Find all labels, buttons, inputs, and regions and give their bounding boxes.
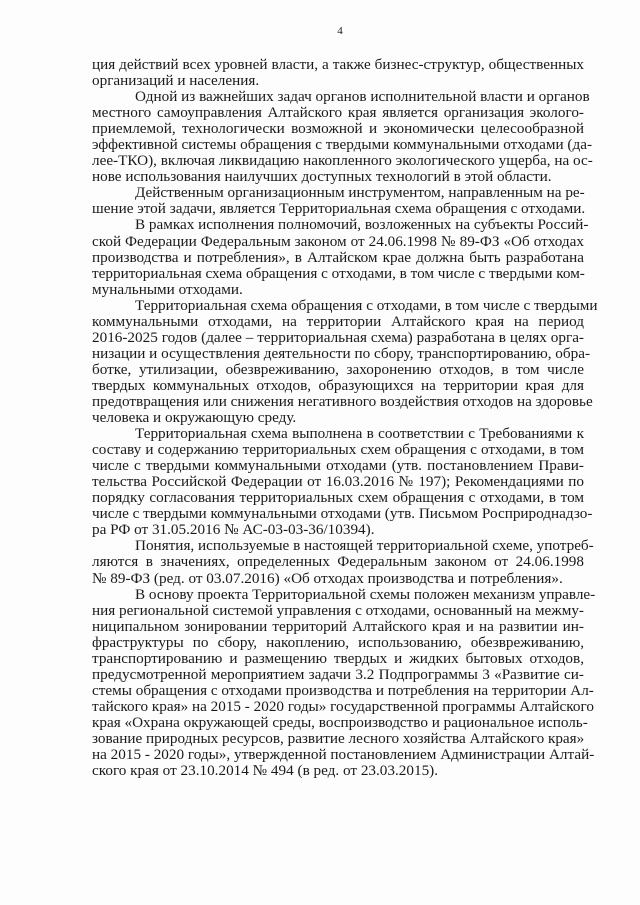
text-line: Одной из важнейших задач органов исполнительной власти и органов	[135, 88, 590, 106]
text-line: транспортированию и размещению твердых и жидких бытовых отходов,	[92, 649, 584, 667]
text-line: ния региональной системой управления с отходами, основанный на межму-	[92, 601, 584, 619]
text-line: фраструктуры по сбору, накоплению, использованию, обезвреживанию,	[92, 633, 584, 651]
page-number: 4	[337, 25, 343, 37]
text-line: ского края от 23.10.2014 № 494 (в ред. от 23.03.2015).	[92, 762, 439, 780]
text-line: стемы обращения с отходами производства и потребления на территории Ал-	[92, 681, 594, 699]
text-line: низации и осуществления деятельности по сбору, транспортированию, обра-	[92, 344, 591, 362]
text-line: Территориальная схема выполнена в соответствии с Требованиями к	[135, 425, 584, 443]
text-line: тайского края» на 2015 - 2020 годы» государственной программы Алтайского	[92, 697, 594, 715]
text-line: ляются в значениях, определенных Федеральным законом от 24.06.1998	[92, 553, 584, 571]
text-line: эффективной системы обращения с твердыми коммунальными отходами (да-	[92, 136, 592, 154]
text-line: 2016-2025 годов (далее – территориальная схема) разработана в целях орга-	[92, 328, 584, 346]
text-line: Понятия, используемые в настоящей территориальной схеме, употреб-	[135, 537, 594, 555]
text-line: ра РФ от 31.05.2016 № АС-03-03-36/10394).	[92, 521, 375, 539]
text-line: Территориальная схема обращения с отходами, в том числе с твердыми	[135, 296, 598, 314]
text-line: организаций и населения.	[92, 72, 260, 90]
text-line: В рамках исполнения полномочий, возложенных на субъекты Россий-	[135, 216, 589, 234]
text-line: числе с твердыми коммунальными отходами (утв. постановлением Прави-	[92, 457, 584, 475]
text-line: шение этой задачи, является Территориальная схема обращения с отходами.	[92, 200, 586, 218]
text-line: коммунальными отходами, на территории Алтайского края на период	[92, 312, 584, 330]
text-line: края «Охрана окружающей среды, воспроизводство и рациональное исполь-	[92, 713, 588, 731]
text-line: нове использования наилучших доступных технологий в этой области.	[92, 168, 552, 186]
text-line: местного самоуправления Алтайского края является организация эколого-	[92, 104, 584, 122]
text-line: предусмотренной мероприятием задачи 3.2 Подпрограммы 3 «Развитие си-	[92, 665, 584, 683]
text-line: № 89-ФЗ (ред. от 03.07.2016) «Об отходах производства и потребления».	[92, 569, 563, 587]
body-text	[92, 56, 598, 780]
text-line: ниципальном зонировании территорий Алтайского края и на развитии ин-	[92, 617, 584, 635]
text-line: ция действий всех уровней власти, а также бизнес-структур, общественных	[92, 56, 584, 73]
text-line: ботке, утилизации, обезвреживанию, захоронению отходов, в том числе	[92, 360, 584, 378]
text-line: приемлемой, технологически возможной и экономически целесообразной	[92, 120, 584, 138]
text-line: производства и потребления», в Алтайском крае должна быть разработана	[92, 248, 584, 266]
text-line: человека и окружающую среду.	[92, 409, 297, 427]
text-line: порядку согласования территориальных схем обращения с отходами, в том	[92, 489, 584, 507]
text-line: числе с твердыми коммунальными отходами (утв. Письмом Росприроднадзо-	[92, 505, 593, 523]
text-line: территориальная схема обращения с отходами, в том числе с твердыми ком-	[92, 264, 585, 282]
text-line: Действенным организационным инструментом, направленным на ре-	[135, 184, 585, 202]
text-line: лее-ТКО), включая ликвидацию накопленного экологического ущерба, на ос-	[92, 152, 593, 170]
text-line: В основу проекта Территориальной схемы положен механизм управле-	[135, 585, 596, 603]
text-line: на 2015 - 2020 годы», утвержденной постановлением Администрации Алтай-	[92, 746, 595, 764]
text-line: мунальными отходами.	[92, 280, 243, 298]
text-line: ской Федерации Федеральным законом от 24.06.1998 № 89-ФЗ «Об отходах	[92, 232, 584, 250]
text-line: зование природных ресурсов, развитие лесного хозяйства Алтайского края»	[92, 729, 585, 747]
text-line: составу и содержанию территориальных схем обращения с отходами, в том	[92, 441, 584, 459]
text-line: тельства Российской Федерации от 16.03.2016 № 197); Рекомендациями по	[92, 473, 584, 491]
text-line: предотвращения или снижения негативного воздействия отходов на здоровье	[92, 392, 593, 410]
text-line: твердых коммунальных отходов, образующихся на территории края для	[92, 376, 584, 394]
